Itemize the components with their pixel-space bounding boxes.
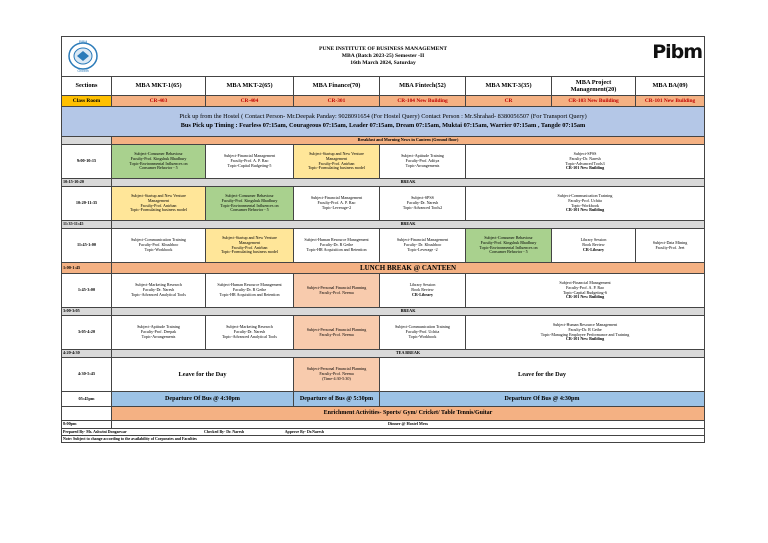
- session-line: Topic-Leverage-2: [321, 204, 352, 210]
- classroom-finance: CR-301: [294, 96, 380, 107]
- logo-left-top-text: PIBM: [78, 40, 88, 44]
- classroom-fintech: CR-104 New Building: [380, 96, 466, 107]
- header-row: [62, 37, 705, 77]
- session-line: Subject-Communication Training: [395, 324, 450, 330]
- slot-row-1: [62, 145, 705, 179]
- session-cell: [466, 187, 705, 221]
- session-cell: [552, 229, 636, 263]
- session-line: Topic-Arrangements: [405, 162, 440, 168]
- timetable-sheet: [61, 36, 704, 443]
- section-ba: MBA BA(09): [636, 77, 705, 96]
- session-cell: [380, 187, 466, 221]
- session-line: Topic-Workbook: [144, 246, 173, 252]
- approved-by: Approve By- Dr.Naresh: [284, 429, 324, 434]
- classroom-ba: CR-101 New Building: [636, 96, 705, 107]
- pickup-row: [62, 107, 705, 137]
- schedule-date: 16th March 2024, Saturday: [350, 59, 416, 66]
- break-label: BREAK: [112, 179, 705, 187]
- pibm-seal-logo-icon: [67, 39, 99, 73]
- session-line: Faculty-Prof. Uchita: [405, 329, 440, 335]
- bus-departure-left: Departure Of Bus @ 4:30pm: [112, 392, 294, 407]
- session-cell: [294, 274, 380, 308]
- session-line: Consumer Behavior - 5: [230, 207, 269, 213]
- leave-right: Leave for the Day: [380, 358, 705, 392]
- slot-row-5: [62, 316, 705, 350]
- classroom-mkt1: CR-403: [112, 96, 206, 107]
- section-fintech: MBA Fintech(52): [380, 77, 466, 96]
- logo-left-bottom-text: Growth: [77, 69, 89, 73]
- session-line: Library Session: [409, 282, 436, 288]
- session-line: Consumer Behavior - 5: [489, 249, 528, 255]
- classroom-mkt2: CR-404: [206, 96, 294, 107]
- session-cell: [380, 274, 466, 308]
- session-cell: [294, 358, 380, 392]
- session-cell: [636, 229, 705, 263]
- session-cell: [112, 274, 206, 308]
- session-cell: [466, 274, 705, 308]
- pickup-cell: [62, 107, 705, 137]
- session-cell: [466, 316, 705, 350]
- session-line: Subject-Consumer Behaviour: [225, 193, 274, 199]
- session-line: Faculty-Prof. Anirban: [231, 244, 268, 250]
- session-line: Faculty-Prof. Anirban: [318, 160, 355, 166]
- session-line: Faculty-Prof. Uchita: [568, 197, 602, 203]
- session-line: Book Review: [411, 287, 434, 293]
- header-cell: [62, 37, 705, 77]
- session-line: Subject-Communication Training: [131, 237, 186, 243]
- bus-time: 05:45pm: [62, 392, 112, 407]
- session-line: Faculty-Prof. Kingshuk Bhadhury: [480, 239, 537, 245]
- slot-row-2: [62, 187, 705, 221]
- session-line: Management: [147, 197, 170, 203]
- session-line: (Time-4:30-5:30): [322, 375, 351, 381]
- session-line: Topic-Advanced Tools2: [402, 204, 443, 210]
- break-label: BREAK: [112, 221, 705, 229]
- breakfast-row: [62, 137, 705, 145]
- session-cell: [112, 145, 206, 179]
- session-line: Topic-Workbook: [571, 202, 599, 208]
- session-line: Subject-Aptitude Training: [137, 324, 180, 330]
- session-line: Subject-Consumer Behaviour: [134, 151, 183, 157]
- sections-label: Sections: [62, 77, 112, 96]
- session-line: Topic-Advanced Tools3: [565, 160, 605, 166]
- session-line: Faculty-Prof. Neema: [319, 331, 354, 337]
- session-cell: [466, 229, 552, 263]
- slot-row-4: [62, 274, 705, 308]
- session-line: Topic-HR Acquisition and Retention: [219, 291, 280, 297]
- session-line: Faculty-Prof. A. P. Rao: [230, 158, 269, 164]
- session-line: Subject-SPSS: [573, 151, 597, 157]
- session-line: Subject-Marketing Research: [135, 282, 182, 288]
- session-line: Subject-Startup and New Venture: [131, 193, 186, 199]
- dinner-row: [62, 421, 705, 429]
- session-line: Faculty-Prof. Deepak: [140, 329, 177, 335]
- session-line: Subject-Personal Financial Planning: [306, 366, 367, 372]
- session-cell: [206, 229, 294, 263]
- session-cell: [380, 229, 466, 263]
- session-line: Subject-Startup and New Venture: [222, 235, 277, 241]
- session-line: Faculty-Prof. Kingshuk Bhadhury: [221, 197, 278, 203]
- session-line: Subject-Marketing Research: [226, 324, 273, 330]
- break-time-1: 10:15-10:20: [62, 179, 112, 187]
- time-slot-1: 9:00-10:15: [62, 145, 112, 179]
- tea-break-time: 4:20-4:30: [62, 350, 112, 358]
- session-line: Faculty-Prof. Anirban: [140, 202, 177, 208]
- timetable: [61, 36, 705, 443]
- session-line: Book Review: [582, 242, 605, 248]
- session-line: Management: [238, 239, 261, 245]
- session-line: Faculty-Dr. Naresh: [406, 200, 439, 206]
- bus-departure-right: Departure Of Bus @ 4:30pm: [380, 392, 705, 407]
- session-cell: [112, 229, 206, 263]
- section-project-management: MBA Project Management(20): [552, 77, 636, 96]
- pibm-logo-text: Pibm: [652, 41, 703, 63]
- session-line: Faculty-Dr. Naresh: [569, 155, 601, 161]
- session-line: Topic-Environmental Influences on: [220, 202, 279, 208]
- break-row-2: [62, 221, 705, 229]
- session-cell: [206, 145, 294, 179]
- session-line: Topic-Formulating business model: [307, 165, 366, 171]
- session-line: CR-Library: [411, 291, 434, 297]
- session-line: Subject-Human Resource Management: [552, 322, 618, 328]
- session-line: Topic-Advanced Analytical Tools: [221, 333, 278, 339]
- session-line: Topic-Leverage -2: [407, 246, 438, 252]
- session-cell: [294, 145, 380, 179]
- session-line: Consumer Behavior - 5: [139, 165, 178, 171]
- session-cell: [380, 316, 466, 350]
- signoff-row: [62, 429, 705, 436]
- session-cell: [206, 187, 294, 221]
- break-row-1: [62, 179, 705, 187]
- break-time-3: 3:00-3:05: [62, 308, 112, 316]
- breakfast-label: Breakfast and Morning News in Canteen (Ground floor): [112, 137, 705, 145]
- break-time-2: 11:35-11:45: [62, 221, 112, 229]
- session-line: Topic-Formulating business model: [129, 207, 188, 213]
- break-label: BREAK: [112, 308, 705, 316]
- session-line: Faculty-Prof. A. P. Rao: [317, 200, 356, 206]
- session-line: Topic-Capital Budgeting-6: [563, 289, 607, 295]
- time-slot-2: 10:20-11:35: [62, 187, 112, 221]
- session-line: Topic-Arrangements: [141, 333, 176, 339]
- session-line: Faculty-Dr. R Gethe: [319, 242, 354, 248]
- session-line: Topic-Environmental Influences on: [129, 160, 188, 166]
- session-line: Faculty-Dr. R Gethe: [568, 326, 602, 332]
- tea-break-label: TEA BREAK: [112, 350, 705, 358]
- session-cell: [206, 316, 294, 350]
- time-slot-5: 3:05-4:20: [62, 316, 112, 350]
- lunch-time: 1:00-1:45: [62, 263, 112, 274]
- session-line: Subject-Consumer Behaviour: [484, 235, 533, 241]
- dinner-label: Dinner @ Hostel Mess: [112, 421, 705, 429]
- section-finance: MBA Finance(70): [294, 77, 380, 96]
- session-line: Subject-SPSS: [411, 195, 434, 201]
- session-line: Subject-Data Mining: [652, 239, 688, 245]
- time-slot-3: 11:45-1:00: [62, 229, 112, 263]
- lunch-label: LUNCH BREAK @ CANTEEN: [112, 263, 705, 274]
- session-line: Faculty-Dr. Naresh: [233, 329, 266, 335]
- time-slot-6: 4:30-5:45: [62, 358, 112, 392]
- bus-pickup-timing: Bus Pick up Timing : Fearless 07:15am, Courageous 07:15am, Leader 07:15am, Dream 07:15am, Muktai 07:15am, Warrier 07:15am , Tangde 07:15am: [180, 121, 586, 129]
- pickup-contacts: Pick up from the Hostel ( Contact Person- Mr.Deepak Panday: 9028091654 (For Hostel Query) Contact Person : Mr.Shrahad- 8380056507 (For Transport Query): [179, 113, 587, 120]
- session-line: CR-Library: [582, 246, 605, 252]
- time-slot-4: 1:45-3:00: [62, 274, 112, 308]
- session-line: Faculty-Prof. Jeet: [655, 244, 685, 250]
- lunch-row: [62, 263, 705, 274]
- pibm-brand-logo: [652, 42, 702, 64]
- session-line: CR-101 New Building: [565, 165, 605, 171]
- session-line: Topic-Capital Budgeting-5: [227, 162, 272, 168]
- classroom-label: Class Room: [62, 96, 112, 107]
- session-line: Subject-Communication Training: [557, 193, 613, 199]
- session-line: Topic-Workbook: [408, 333, 437, 339]
- session-line: Subject-Financial Management: [223, 153, 276, 159]
- break-row-3: [62, 308, 705, 316]
- prepared-by: Prepared By- Ms. Ashwini Dongarwar: [63, 429, 127, 434]
- slot-row-3: [62, 229, 705, 263]
- session-line: Subject-Aptitude Training: [401, 153, 444, 159]
- session-line: Faculty-Prof. Neema: [319, 289, 354, 295]
- section-mkt2: MBA MKT-2(65): [206, 77, 294, 96]
- session-line: Library Session: [580, 237, 607, 243]
- session-line: Faculty-Dr. R Gethe: [232, 287, 267, 293]
- session-cell: [466, 145, 705, 179]
- session-line: Faculty-Dr. Naresh: [142, 287, 175, 293]
- section-mkt1: MBA MKT-1(65): [112, 77, 206, 96]
- dinner-time: 8:00pm: [62, 421, 112, 429]
- session-line: Management: [325, 155, 348, 161]
- session-line: Topic-HR Acquisition and Retention: [306, 246, 367, 252]
- session-cell: [112, 316, 206, 350]
- enrichment-row: [62, 407, 705, 421]
- session-line: Topic-Formulating business model: [220, 249, 279, 255]
- session-line: Subject-Human Resource Management: [217, 282, 282, 288]
- session-line: Subject-Personal Financial Planning: [306, 326, 367, 332]
- checked-by: Checked By- Dr. Naresh: [203, 429, 245, 434]
- session-line: Topic-Environmental Influences on: [479, 244, 538, 250]
- note-row: [62, 436, 705, 443]
- session-line: Subject-Startup and New Venture: [309, 151, 364, 157]
- program-name: MBA (Batch 2023-25) Semester -II: [341, 53, 425, 59]
- classroom-row: [62, 96, 705, 107]
- session-line: Subject-Human Resource Management: [304, 237, 369, 243]
- footer-note: Note: Subject to change according to the availability of Corporates and Faculties: [62, 436, 705, 443]
- session-cell: [294, 229, 380, 263]
- sections-row: [62, 77, 705, 96]
- session-line: Subject-Financial Management: [559, 280, 611, 286]
- session-line: Faculty-Prof. Kingshuk Bhadhury: [130, 155, 187, 161]
- classroom-pm: CR-103 New Building: [552, 96, 636, 107]
- session-cell: [294, 187, 380, 221]
- session-line: CR-101 New Building: [565, 336, 605, 342]
- session-cell: [112, 187, 206, 221]
- session-line: Faculty-Prof. Neema: [319, 371, 354, 377]
- session-line: Faculty-Prof. Khushboo: [138, 242, 179, 248]
- session-line: Subject-Financial Management: [396, 237, 449, 243]
- classroom-mkt3: CR: [466, 96, 552, 107]
- session-line: Subject-Personal Financial Planning: [306, 284, 367, 290]
- bus-departure-mid: Departure of Bus @ 5:30pm: [294, 392, 380, 407]
- institute-name: PUNE INSTITUTE OF BUSINESS MANAGEMENT: [318, 46, 448, 53]
- session-line: Faculty-Prof. Aditya: [405, 158, 440, 164]
- session-line: Subject-Financial Management: [310, 195, 363, 201]
- enrichment-label: Enrichment Activities- Sports/ Gym/ Cricket/ Table Tennis/Guitar: [112, 407, 705, 421]
- section-mkt3: MBA MKT-3(35): [466, 77, 552, 96]
- session-cell: [294, 316, 380, 350]
- session-line: Topic-Managing Employee Performance and Training: [540, 331, 630, 337]
- session-line: Faculty- Dr. Khushboo: [403, 242, 442, 248]
- session-line: CR-101 New Building: [565, 207, 605, 213]
- tea-break-row: [62, 350, 705, 358]
- session-line: CR-101 New Building: [565, 294, 605, 300]
- session-line: Topic-Advanced Analytical Tools: [130, 291, 187, 297]
- session-cell: [206, 274, 294, 308]
- session-cell: [380, 145, 466, 179]
- session-line: Faculty-Prof. A. P. Rao: [566, 284, 605, 290]
- bus-row: [62, 392, 705, 407]
- slot-row-6: [62, 358, 705, 392]
- leave-left: Leave for the Day: [112, 358, 294, 392]
